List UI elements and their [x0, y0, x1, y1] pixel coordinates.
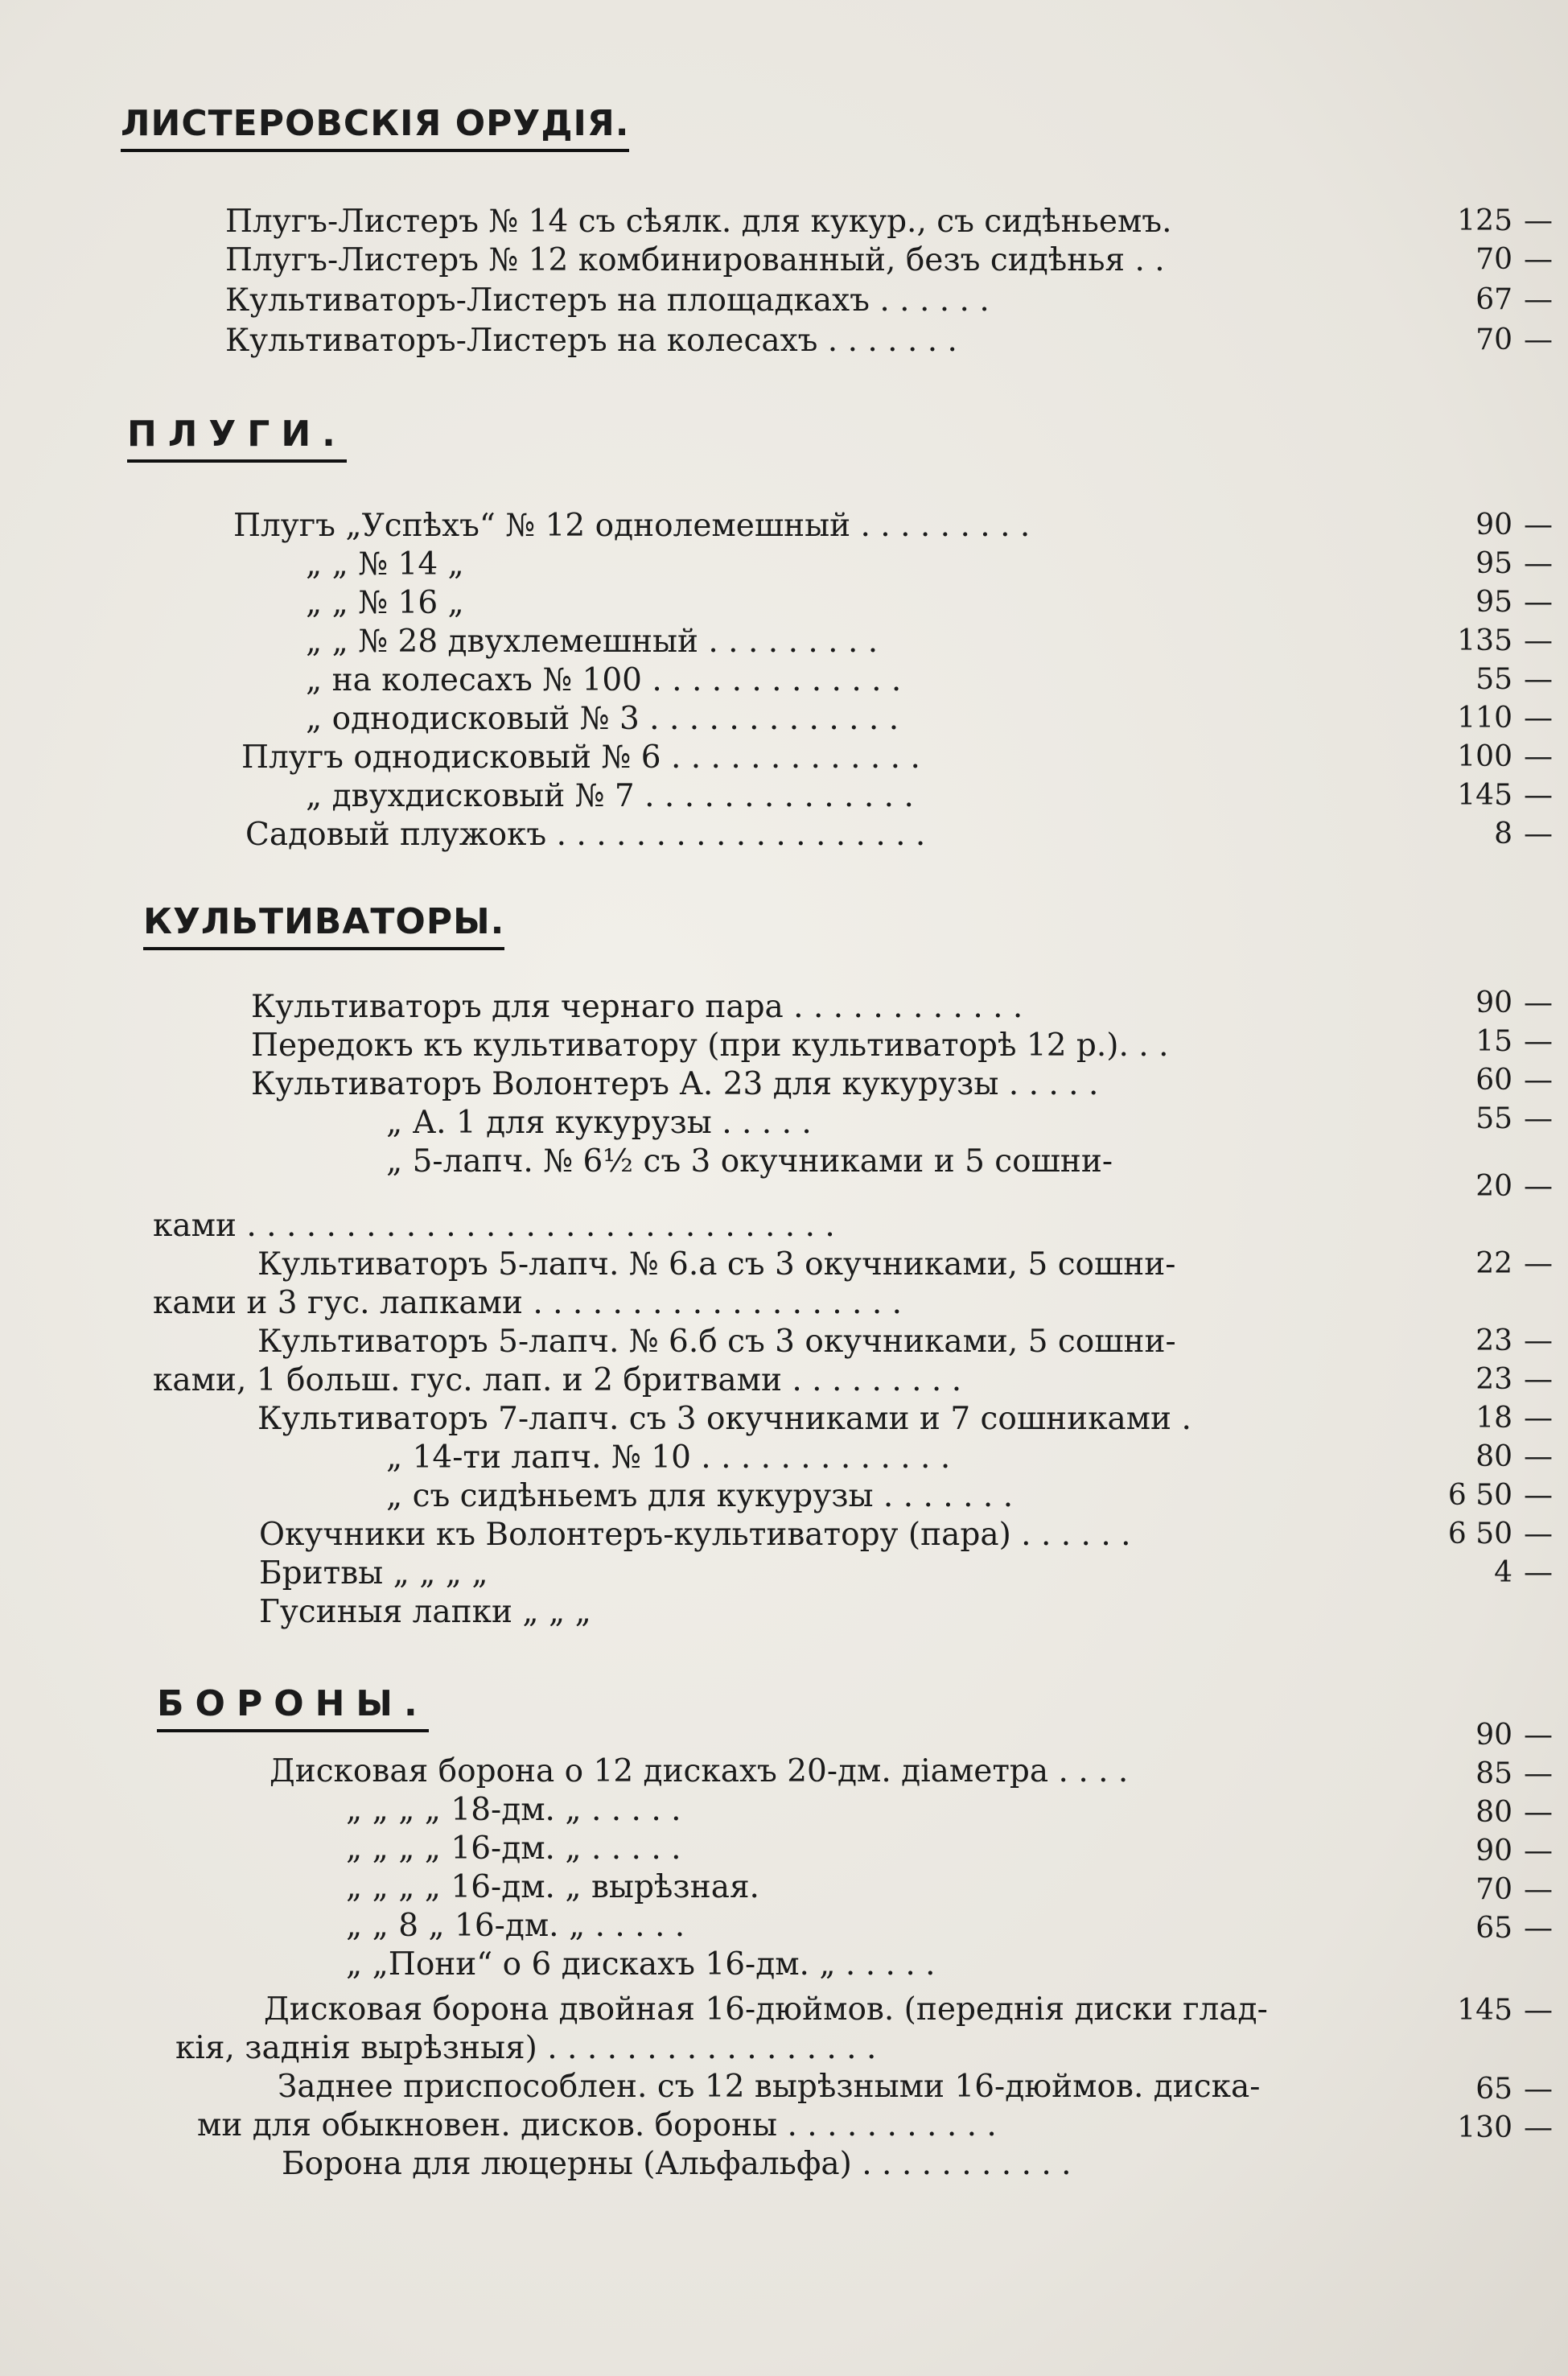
- list-item: „ „Пони“ о 6 дискахъ 16-дм. „ . . . . .: [346, 1946, 936, 1983]
- price: 23 —: [1475, 1324, 1553, 1357]
- list-item: „ „ „ „ 18-дм. „ . . . . .: [346, 1792, 681, 1828]
- price: 145 —: [1457, 1994, 1553, 2027]
- price: 18 —: [1475, 1402, 1553, 1435]
- list-item: „ „ „ „ 16-дм. „ вырѣзная.: [346, 1869, 759, 1905]
- price: 95 —: [1475, 586, 1553, 619]
- list-item: Культиваторъ-Листеръ на колесахъ . . . . . . .: [225, 323, 957, 359]
- list-item: Культиваторъ для чернаго пара . . . . . . . . . . . .: [251, 989, 1023, 1025]
- list-item: Плугъ однодисковый № 6 . . . . . . . . . . . . .: [241, 739, 920, 776]
- list-item: Дисковая борона двойная 16-дюймов. (переднія диски глад-: [264, 1991, 1268, 2028]
- list-item: Дисковая борона о 12 дискахъ 20-дм. діаметра . . . .: [270, 1753, 1129, 1789]
- section-heading-cultivators: КУЛЬТИВАТОРЫ.: [143, 901, 504, 950]
- list-item: „ однодисковый № 3 . . . . . . . . . . . . .: [306, 701, 899, 737]
- list-item: Культиваторъ 5-лапч. № 6.б съ 3 окучниками, 5 сошни-: [257, 1324, 1176, 1360]
- list-item: ками, 1 больш. гус. лап. и 2 бритвами . . . . . . . . .: [153, 1362, 962, 1398]
- list-item: ками и 3 гус. лапками . . . . . . . . . . . . . . . . . . .: [153, 1285, 903, 1321]
- list-item: Культиваторъ 7-лапч. съ 3 окучниками и 7 сошниками .: [257, 1401, 1191, 1437]
- list-item: Культиваторъ 5-лапч. № 6.а съ 3 окучниками, 5 сошни-: [257, 1246, 1176, 1283]
- price: 130 —: [1457, 2111, 1553, 2144]
- list-item: Культиваторъ Волонтеръ А. 23 для кукурузы . . . . .: [251, 1066, 1099, 1102]
- price: 65 —: [1475, 1912, 1553, 1945]
- list-item: Садовый плужокъ . . . . . . . . . . . . . . . . . . .: [245, 817, 926, 853]
- price: 95 —: [1475, 547, 1553, 580]
- price: 70 —: [1475, 243, 1553, 276]
- price: 60 —: [1475, 1064, 1553, 1097]
- price: 6 50 —: [1447, 1517, 1553, 1550]
- list-item: Плугъ-Листеръ № 12 комбинированный, безъ сидѣнья . .: [225, 242, 1165, 278]
- price: 80 —: [1475, 1796, 1553, 1829]
- list-item: „ съ сидѣньемъ для кукурузы . . . . . . .: [386, 1478, 1014, 1514]
- price: 55 —: [1475, 663, 1553, 696]
- list-item: Передокъ къ культиватору (при культиваторѣ 12 р.). . .: [251, 1027, 1169, 1064]
- list-item: кія, заднія вырѣзныя) . . . . . . . . . . . . . . . . .: [175, 2030, 877, 2066]
- price: 6 50 —: [1447, 1479, 1553, 1512]
- list-item: „ 14-ти лапч. № 10 . . . . . . . . . . . . .: [386, 1439, 951, 1476]
- list-item: „ „ 8 „ 16-дм. „ . . . . .: [346, 1908, 685, 1944]
- section-heading-harrows: БОРОНЫ.: [157, 1683, 429, 1732]
- list-item: ми для обыкновен. дисков. бороны . . . . . . . . . . .: [197, 2107, 997, 2143]
- price: 90 —: [1475, 1835, 1553, 1867]
- list-item: „ „ „ „ 16-дм. „ . . . . .: [346, 1830, 681, 1867]
- price: 110 —: [1457, 702, 1553, 735]
- list-item: „ „ № 28 двухлемешный . . . . . . . . .: [306, 624, 879, 660]
- price: 70 —: [1475, 1873, 1553, 1906]
- price: 65 —: [1475, 2073, 1553, 2106]
- price: 4 —: [1494, 1556, 1553, 1589]
- list-item: Культиваторъ-Листеръ на площадкахъ . . . . . .: [225, 282, 990, 319]
- list-item: Плугъ „Успѣхъ“ № 12 однолемешный . . . . . . . . .: [233, 508, 1031, 544]
- price: 8 —: [1494, 817, 1553, 850]
- price: 55 —: [1475, 1102, 1553, 1135]
- section-heading-lister: ЛИСТЕРОВСКІЯ ОРУДІЯ.: [121, 103, 629, 152]
- price: 135 —: [1457, 624, 1553, 657]
- list-item: „ на колесахъ № 100 . . . . . . . . . . . . .: [306, 662, 902, 698]
- list-item: Плугъ-Листеръ № 14 съ сѣялк. для кукур., съ сидѣньемъ.: [225, 204, 1172, 240]
- price: 67 —: [1475, 283, 1553, 316]
- price: 70 —: [1475, 323, 1553, 356]
- list-item: Бритвы „ „ „ „: [259, 1555, 488, 1592]
- price: 15 —: [1475, 1025, 1553, 1058]
- section-heading-ploughs: ПЛУГИ.: [127, 414, 347, 463]
- price: 90 —: [1475, 509, 1553, 541]
- price: 145 —: [1457, 779, 1553, 812]
- list-item: „ А. 1 для кукурузы . . . . .: [386, 1105, 812, 1141]
- price: 90 —: [1475, 1719, 1553, 1752]
- list-item: Окучники къ Волонтеръ-культиватору (пара) . . . . . .: [259, 1517, 1131, 1553]
- list-item: ками . . . . . . . . . . . . . . . . . . . . . . . . . . . . . .: [153, 1208, 835, 1244]
- list-item: Борона для люцерны (Альфальфа) . . . . . . . . . . .: [282, 2146, 1072, 2182]
- price: 23 —: [1475, 1363, 1553, 1396]
- price: 20 —: [1475, 1170, 1553, 1203]
- list-item: Заднее приспособлен. съ 12 вырѣзными 16-дюймов. диска-: [278, 2069, 1261, 2105]
- list-item: „ 5-лапч. № 6½ съ 3 окучниками и 5 сошни-: [386, 1143, 1113, 1180]
- list-item: „ „ № 14 „: [306, 546, 464, 583]
- price: 125 —: [1457, 204, 1553, 237]
- list-item: „ двухдисковый № 7 . . . . . . . . . . . . . .: [306, 778, 914, 814]
- price: 100 —: [1457, 740, 1553, 773]
- list-item: Гусиныя лапки „ „ „: [259, 1594, 591, 1630]
- price: 85 —: [1475, 1757, 1553, 1790]
- list-item: „ „ № 16 „: [306, 585, 464, 621]
- price: 90 —: [1475, 986, 1553, 1019]
- price: 22 —: [1475, 1247, 1553, 1280]
- price: 80 —: [1475, 1440, 1553, 1473]
